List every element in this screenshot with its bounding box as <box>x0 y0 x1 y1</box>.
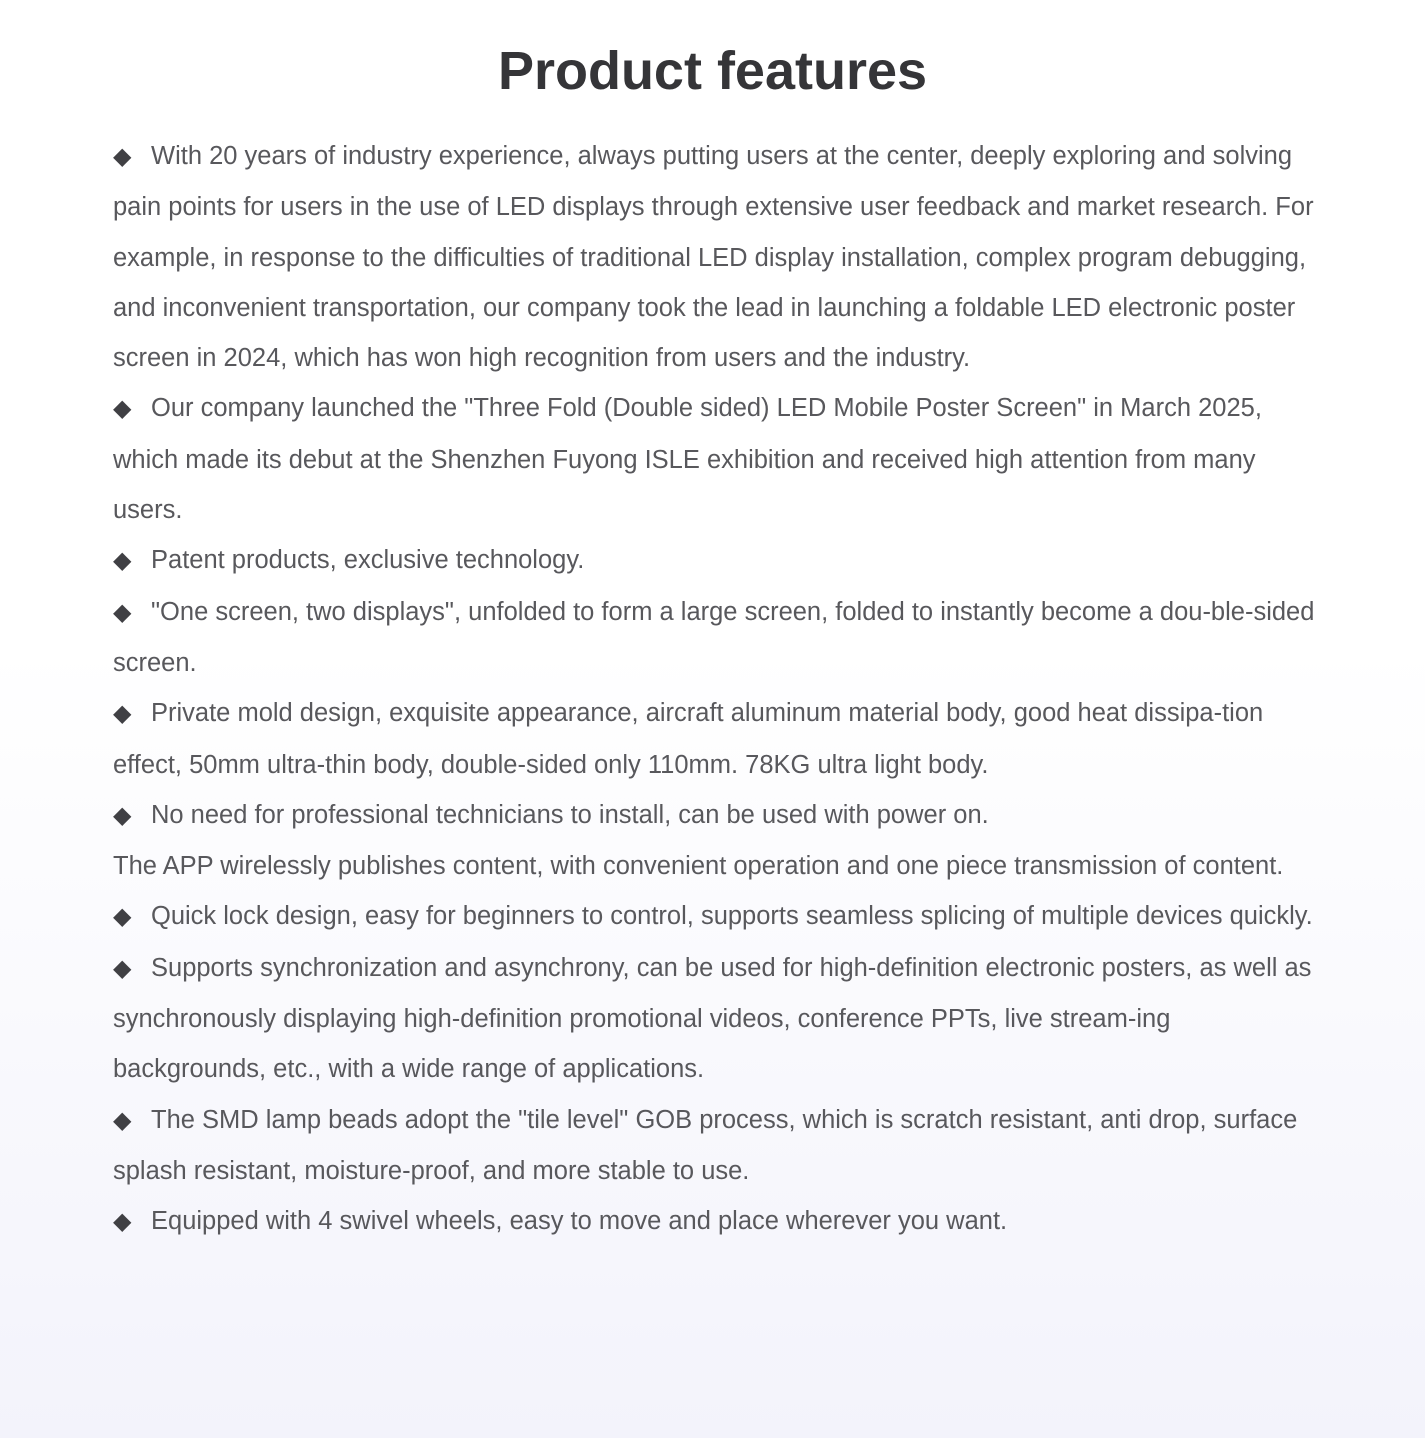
diamond-bullet-icon: ◆ <box>113 903 132 931</box>
feature-text: No need for professional technicians to install, can be used with power on. <box>151 800 989 829</box>
feature-item <box>113 943 1321 1095</box>
feature-text: Quick lock design, easy for beginners to control, supports seamless splicing of multiple devices quickly. <box>151 902 1313 931</box>
feature-text: The SMD lamp beads adopt the "tile level" GOB process, which is scratch resistant, anti drop, surface splash resistant, moisture-proof, and more stable to use. <box>113 1105 1298 1185</box>
feature-text: Supports synchronization and asynchrony, can be used for high-definition electronic posters, as well as synchronously displaying high-definition promotional videos, conference PPTs, live stream-ing backgrounds, etc., with a wide range of applications. <box>113 953 1312 1084</box>
feature-item <box>113 587 1321 689</box>
feature-text: The APP wirelessly publishes content, with convenient operation and one piece transmission of content. <box>113 852 1284 881</box>
diamond-bullet-icon: ◆ <box>113 547 132 575</box>
diamond-bullet-icon: ◆ <box>113 1106 132 1134</box>
diamond-bullet-icon: ◆ <box>113 395 132 423</box>
feature-text: "One screen, two displays", unfolded to form a large screen, folded to instantly become a dou-ble-sided screen. <box>113 597 1315 677</box>
feature-item <box>113 891 1321 942</box>
feature-item <box>113 688 1321 790</box>
diamond-bullet-icon: ◆ <box>113 143 132 170</box>
page-title: Product features <box>497 41 928 101</box>
feature-continuation <box>113 841 1321 891</box>
feature-item <box>113 383 1321 535</box>
feature-text: Our company launched the "Three Fold (Double sided) LED Mobile Poster Screen" in March 2025, which made its debut at the Shenzhen Fuyong ISLE exhibition and received high attention from many users. <box>113 394 1262 525</box>
diamond-bullet-icon: ◆ <box>113 1208 132 1236</box>
feature-text: Private mold design, exquisite appearance, aircraft aluminum material body, good heat dissipa-tion effect, 50mm ultra-thin body, double-sided only 110mm. 78KG ultra light body. <box>113 699 1264 779</box>
feature-item <box>113 1095 1321 1197</box>
feature-text: Equipped with 4 swivel wheels, easy to move and place wherever you want. <box>151 1207 1008 1236</box>
feature-item <box>113 790 1321 841</box>
feature-text: Patent products, exclusive technology. <box>151 546 585 575</box>
feature-text: With 20 years of industry experience, always putting users at the center, deeply exploring and solving pain points for users in the use of LED displays through extensive user feedback and market research. For example, in response to the difficulties of traditional LED display installation, complex program debugging, and inconvenient transportation, our company took the lead in launching a foldable LED electronic poster screen in 2024, which has won high recognition from users and the industry. <box>113 142 1314 373</box>
feature-item <box>113 131 1321 383</box>
diamond-bullet-icon: ◆ <box>113 598 132 626</box>
feature-item <box>113 535 1321 586</box>
diamond-bullet-icon: ◆ <box>113 954 132 982</box>
diamond-bullet-icon: ◆ <box>113 700 132 728</box>
feature-item <box>113 1196 1321 1247</box>
feature-list <box>113 131 1321 1248</box>
diamond-bullet-icon: ◆ <box>113 801 132 829</box>
